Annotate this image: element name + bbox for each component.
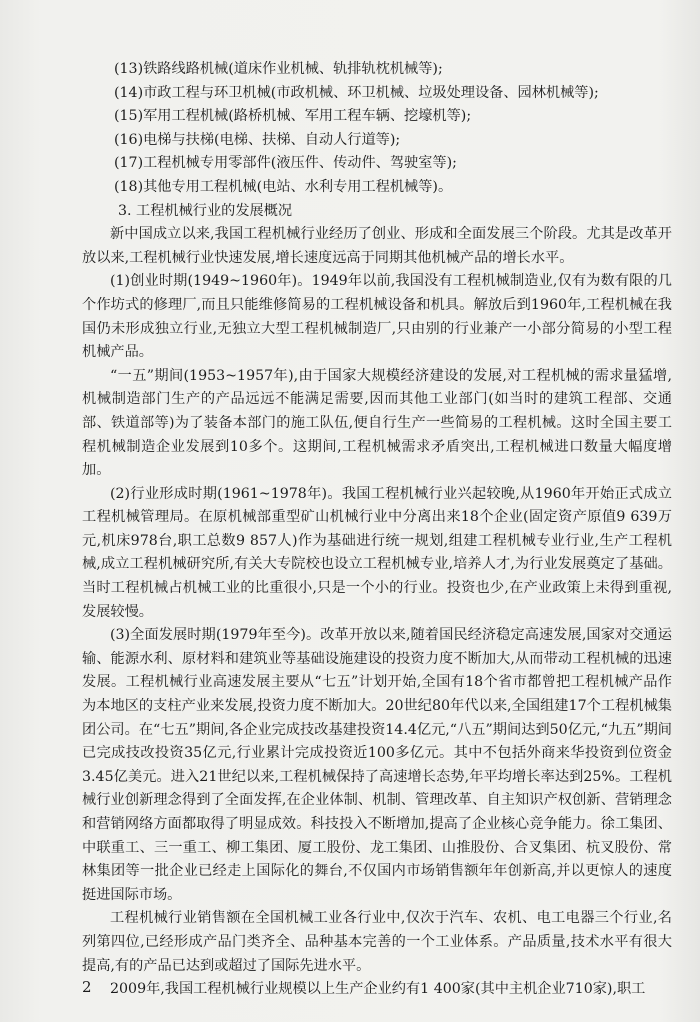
paragraph-sales-rank: 工程机械行业销售额在全国机械工业各行业中,仅次于汽车、农机、电工电器三个行业,名列第四位,已经形成产品门类齐全、品种基本完善的一个工业体系。产品质量,技术水平有很大提高,有的产品已达到或超过了国际先进水平。 xyxy=(82,910,672,974)
list-item: (13)铁路线路机械(道床作业机械、轨排轨枕机械等); xyxy=(114,61,443,77)
section-heading: 3. 工程机械行业的发展概况 xyxy=(118,202,293,219)
paragraph-intro: 新中国成立以来,我国工程机械行业经历了创业、形成和全面发展三个阶段。尤其是改革开放以来,工程机械行业快速发展,增长速度远高于同期其他机械产品的增长水平。 xyxy=(82,226,672,266)
list-item: (15)军用工程机械(路桥机械、军用工程车辆、挖壕机等); xyxy=(114,108,472,125)
list-item: (16)电梯与扶梯(电梯、扶梯、自动人行道等); xyxy=(114,131,401,148)
list-item: (18)其他专用工程机械(电站、水利专用工程机械等)。 xyxy=(114,178,453,195)
paragraph-period-3: (3)全面发展时期(1979年至今)。改革开放以来,随着国民经济稳定高速发展,国家对交通运输、能源水利、原材料和建筑业等基础设施建设的投资力度不断加大,从而带动工程机械的迅速发展。工程机械行业高速发展主要从“七五”计划开始,全国有18个省市都曾把工程机械产品作为本地区的支柱产业来发展,投资力度不断加大。20世纪80年代以来,全国组建17个工程机械集团公司。在“七五”期间,各企业完成技改基建投资14.4亿元,“八五”期间达到50亿元,“九五”期间已完成技改投资35亿元,行业累计完成投资近100多亿元。其中不包括外商来华投资到位资金3.45亿美元。进入21世纪以来,工程机械保持了高速增长态势,年平均增长率达到25%。工程机械行业创新理念得到了全面发挥,在企业体制、机制、管理改革、自主知识产权创新、营销理念和营销网络方面都取得了明显成效。科技投入不断增加,提高了企业核心竞争能力。徐工集团、中联重工、三一重工、柳工集团、厦工股份、龙工集团、山推股份、合叉集团、杭叉股份、常林集团等一批企业已经走上国际化的舞台,不仅国内市场销售额年年创新高,并以更惊人的速度挺进国际市场。 xyxy=(82,627,672,903)
paragraph-period-2: (2)行业形成时期(1961~1978年)。我国工程机械行业兴起较晚,从1960年开始正式成立工程机械管理局。在原机械部重型矿山机械行业中分离出来18个企业(固定资产原值9 639万元,机床978台,职工总数9 857人)作为基础进行统一规划,组建工程机械专业行业,生产工程机械,成立工程机械研究所,有关大专院校也设立工程机械专业,培养人才,为行业发展奠定了基础。当时工程机械占机械工业的比重很小,只是一个小的行业。投资也少,在产业政策上未得到重视,发展较慢。 xyxy=(82,485,672,620)
page-number: 2 xyxy=(82,978,92,996)
paragraph-2009: 2009年,我国工程机械行业规模以上生产企业约有1 400家(其中主机企业710家),职工 xyxy=(110,981,646,998)
paragraph-first-five-year: “一五”期间(1953~1957年),由于国家大规模经济建设的发展,对工程机械的需求量猛增,机械制造部门生产的产品远远不能满足需要,因而其他工业部门(如当时的建筑工程部、交通部、铁道部等)为了装备本部门的施工队伍,便自行生产一些简易的工程机械。这时全国主要工程机械制造企业发展到10多个。这期间,工程机械需求矛盾突出,工程机械进口数量大幅度增加。 xyxy=(82,367,672,479)
list-item: (17)工程机械专用零部件(液压件、传动件、驾驶室等); xyxy=(114,155,457,172)
paragraph-period-1: (1)创业时期(1949~1960年)。1949年以前,我国没有工程机械制造业,仅有为数有限的几个作坊式的修理厂,而且只能维修简易的工程机械设备和机具。解放后到1960年,工程机械在我国仍未形成独立行业,无独立大型工程机械制造厂,只由别的行业兼产一小部分简易的小型工程机械产品。 xyxy=(82,273,672,361)
list-item: (14)市政工程与环卫机械(市政机械、环卫机械、垃圾处理设备、园林机械等); xyxy=(114,84,599,101)
page-body xyxy=(82,58,672,1002)
